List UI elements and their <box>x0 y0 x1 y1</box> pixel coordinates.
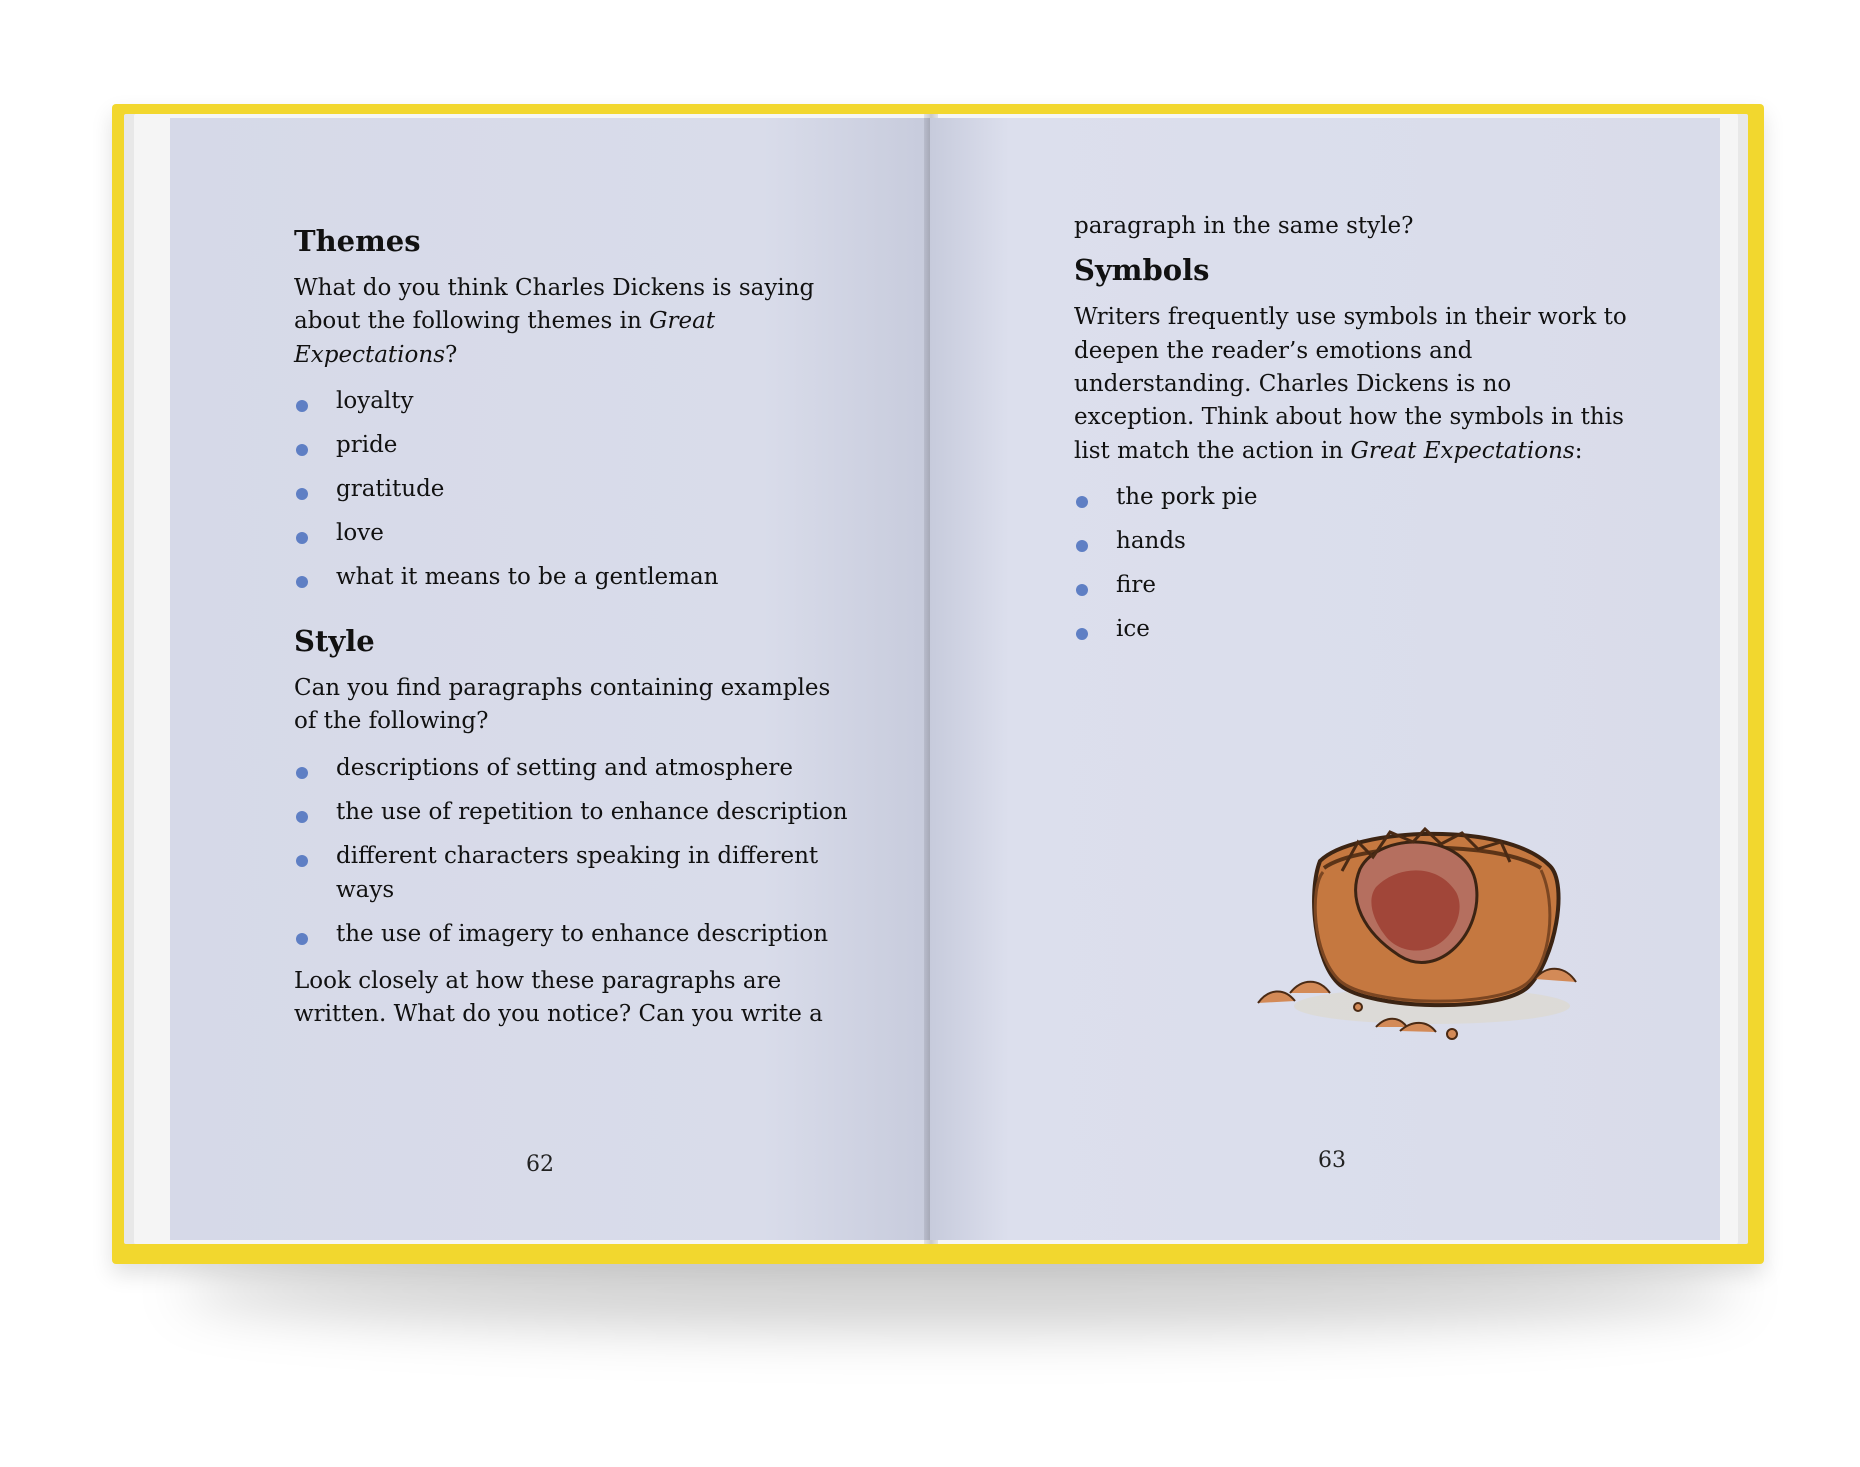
style-closing-paragraph: Look closely at how these paragraphs are written. What do you notice? Can you write a <box>294 967 823 1028</box>
symbols-list-item-label: ice <box>1116 616 1150 643</box>
themes-heading: Themes <box>294 224 421 258</box>
themes-list <box>294 384 854 594</box>
style-list-item <box>294 917 854 951</box>
themes-list-item-label: love <box>336 520 384 547</box>
symbols-intro <box>1074 301 1634 468</box>
symbols-list-item <box>1074 480 1634 514</box>
bullet-dot-icon <box>296 576 308 588</box>
bullet-dot-icon <box>296 400 308 412</box>
themes-list-item-label: loyalty <box>336 387 414 414</box>
right-page-number: 63 <box>1318 1148 1346 1173</box>
symbols-list <box>1074 480 1634 646</box>
bullet-dot-icon <box>296 488 308 500</box>
bullet-dot-icon <box>1076 628 1088 640</box>
themes-intro <box>294 272 854 372</box>
themes-list-item-label: gratitude <box>336 475 445 502</box>
themes-list-item <box>294 428 854 462</box>
bullet-dot-icon <box>296 767 308 779</box>
symbols-intro-text-after: : <box>1574 437 1583 464</box>
section-gap <box>294 608 854 626</box>
style-list-item-label: descriptions of setting and atmosphere <box>336 754 793 781</box>
themes-list-item-label: pride <box>336 431 398 458</box>
themes-list-item <box>294 384 854 418</box>
themes-list-item <box>294 560 854 594</box>
symbols-list-item <box>1074 568 1634 602</box>
bullet-dot-icon <box>296 444 308 456</box>
left-page <box>170 118 930 1240</box>
themes-intro-text-before: What do you think Charles Dickens is saying about the following themes in <box>294 274 815 335</box>
symbols-list-item-label: fire <box>1116 572 1156 599</box>
left-page-content <box>294 226 854 1044</box>
bullet-dot-icon <box>1076 540 1088 552</box>
symbols-list-item <box>1074 524 1634 558</box>
pork-pie-icon <box>1250 788 1610 1068</box>
themes-list-item <box>294 516 854 550</box>
bullet-dot-icon <box>296 811 308 823</box>
continued-paragraph: paragraph in the same style? <box>1074 213 1414 239</box>
themes-intro-text-after: ? <box>445 341 458 368</box>
themes-intro-italic-title: Great Expectations <box>294 308 716 368</box>
right-page-content <box>1074 210 1634 660</box>
style-heading: Style <box>294 624 375 659</box>
bullet-dot-icon <box>1076 584 1088 596</box>
style-list-item-label: the use of imagery to enhance description <box>336 920 829 947</box>
left-page-number: 62 <box>526 1152 554 1177</box>
themes-list-item <box>294 472 854 506</box>
bullet-dot-icon <box>296 855 308 867</box>
style-list-item <box>294 751 854 785</box>
style-list-item <box>294 839 854 907</box>
symbols-intro-text-before: Writers frequently use symbols in their work to deepen the reader’s emotions and understanding. Charles Dickens is no exception. Think about how the symbols in this list match the action in <box>1074 304 1627 464</box>
symbols-list-item-label: hands <box>1116 527 1186 554</box>
style-list-item-label: different characters speaking in different ways <box>336 842 819 903</box>
bullet-dot-icon <box>1076 496 1088 508</box>
pork-pie-illustration <box>1250 788 1610 1068</box>
symbols-list-item <box>1074 612 1634 646</box>
style-intro: Can you find paragraphs containing examples of the following? <box>294 674 831 735</box>
bullet-dot-icon <box>296 532 308 544</box>
style-list-item <box>294 795 854 829</box>
symbols-list-item-label: the pork pie <box>1116 483 1258 510</box>
style-list <box>294 751 854 951</box>
bullet-dot-icon <box>296 933 308 945</box>
symbols-heading: Symbols <box>1074 253 1210 288</box>
right-page <box>930 118 1720 1240</box>
style-list-item-label: the use of repetition to enhance description <box>336 798 848 825</box>
themes-list-item-label: what it means to be a gentleman <box>336 564 719 591</box>
symbols-intro-italic-title: Great Expectations <box>1350 437 1575 464</box>
